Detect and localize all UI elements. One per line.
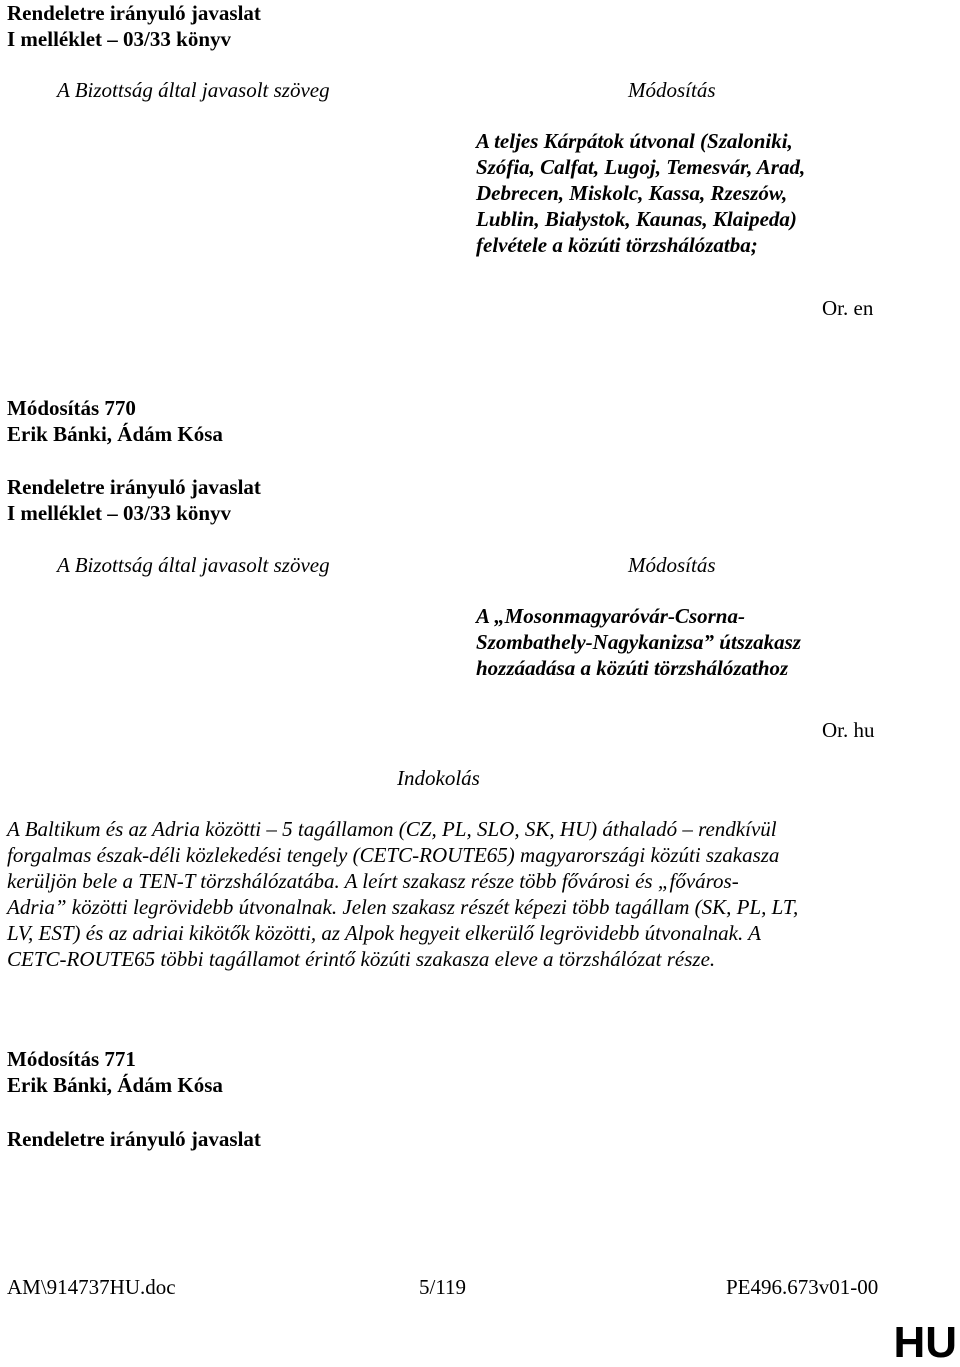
amendment-text-line: hozzáadása a közúti törzshálózathoz: [476, 656, 789, 680]
justification-line: Adria” közötti legrövidebb útvonalnak. Jelen szakasz részét képezi több tagállam (SK, PL, LT,: [7, 895, 799, 919]
language-mark: HU: [893, 1318, 957, 1367]
amendment-header: Módosítás: [628, 553, 716, 577]
justification-title: Indokolás: [397, 766, 480, 790]
amendment-text-line: Szófia, Calfat, Lugoj, Temesvár, Arad,: [476, 155, 806, 179]
annex-reference: I melléklet – 03/33 könyv: [7, 501, 231, 525]
justification-line: LV, EST) és az adriai kikötők közötti, az Alpok hegyeit elkerülő legrövidebb útvonalnak. A: [7, 921, 761, 945]
annex-reference: I melléklet – 03/33 könyv: [7, 27, 231, 51]
amendment-text-line: felvétele a közúti törzshálózatba;: [476, 233, 758, 257]
amendment-number: Módosítás 771: [7, 1047, 136, 1071]
commission-text-header: A Bizottság által javasolt szöveg: [57, 78, 330, 102]
amendment-text-line: A teljes Kárpátok útvonal (Szaloniki,: [476, 129, 793, 153]
footer-page-number: 5/119: [419, 1275, 467, 1299]
footer-doc-ref: AM\914737HU.doc: [7, 1275, 176, 1299]
amendment-text-line: Szombathely-Nagykanizsa” útszakasz: [476, 630, 801, 654]
amendment-text-line: Lublin, Białystok, Kaunas, Klaipeda): [476, 207, 797, 231]
proposal-title: Rendeletre irányuló javaslat: [7, 1127, 261, 1151]
amendment-header: Módosítás: [628, 78, 716, 102]
amendment-text-line: Debrecen, Miskolc, Kassa, Rzeszów,: [476, 181, 788, 205]
original-language: Or. en: [822, 296, 874, 320]
amendment-authors: Erik Bánki, Ádám Kósa: [7, 1073, 223, 1097]
amendment-text-line: A „Mosonmagyaróvár-Csorna-: [476, 604, 745, 628]
justification-line: CETC-ROUTE65 többi tagállamot érintő közúti szakasza eleve a törzshálózat része.: [7, 947, 716, 971]
amendment-authors: Erik Bánki, Ádám Kósa: [7, 422, 223, 446]
proposal-title: Rendeletre irányuló javaslat: [7, 475, 261, 499]
commission-text-header: A Bizottság által javasolt szöveg: [57, 553, 330, 577]
original-language: Or. hu: [822, 718, 875, 742]
proposal-title: Rendeletre irányuló javaslat: [7, 1, 261, 25]
amendment-number: Módosítás 770: [7, 396, 136, 420]
justification-line: kerüljön bele a TEN-T törzshálózatába. A leírt szakasz része több fővárosi és „főváros-: [7, 869, 739, 893]
justification-line: A Baltikum és az Adria közötti – 5 tagállamon (CZ, PL, SLO, SK, HU) áthaladó – rendkívül: [7, 817, 777, 841]
footer-pe-ref: PE496.673v01-00: [726, 1275, 879, 1299]
justification-line: forgalmas észak-déli közlekedési tengely (CETC-ROUTE65) magyarországi közúti szakasza: [7, 843, 780, 867]
